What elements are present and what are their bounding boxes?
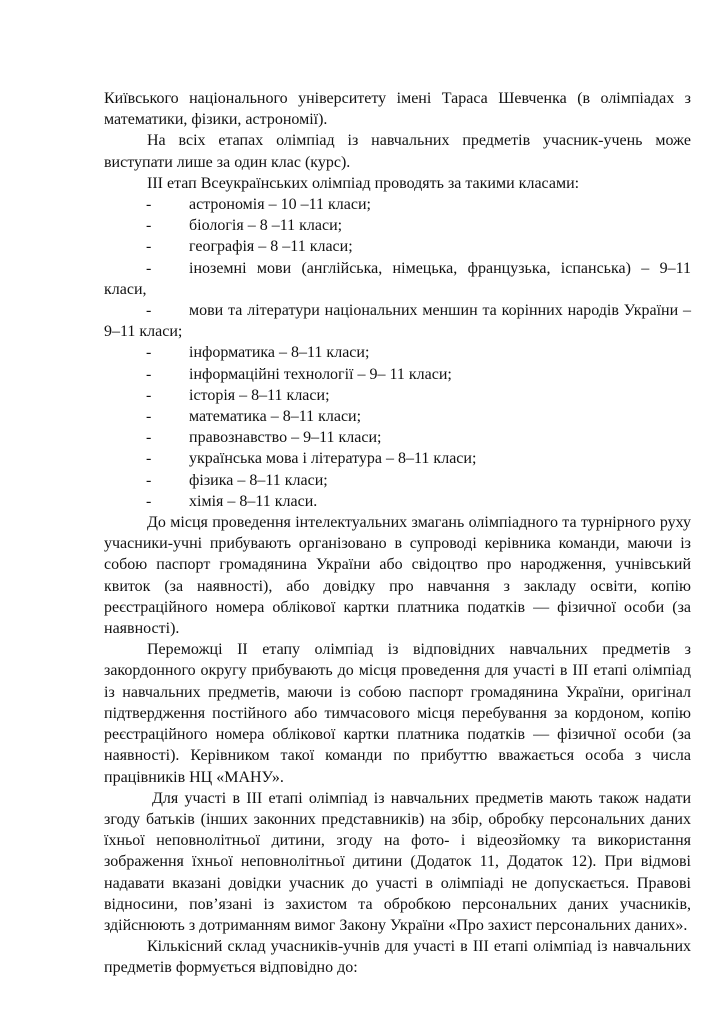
list-item-text: українська мова і література – 8–11 класи; [189, 450, 477, 468]
list-item-text: географія – 8 –11 класи; [189, 238, 353, 256]
list-dash: - [146, 386, 152, 404]
list-item [104, 342, 691, 363]
list-dash: - [146, 217, 152, 235]
list-dash: - [146, 302, 152, 320]
list-item-text: фізика – 8–11 класи; [189, 471, 328, 489]
list-item-text: інформатика – 8–11 класи; [189, 344, 370, 362]
list-item [104, 448, 691, 469]
list-dash: - [146, 492, 152, 510]
list-item-text: іноземні мови (англійська, німецька, французька, іспанська) – 9–11 класи, [104, 259, 691, 298]
paragraph-one-class: На всіх етапах олімпіад із навчальних предметів учасник-учень може виступати лише за один клас (курс). [104, 132, 691, 171]
list-item-text: астрономія – 10 –11 класи; [189, 196, 371, 214]
list-item [104, 406, 691, 427]
paragraph-stage-intro: ІІІ етап Всеукраїнських олімпіад проводять за такими класами: [147, 174, 580, 192]
paragraph-composition: Кількісний склад учасників-учнів для участі в ІІІ етапі олімпіад із навчальних предметів формується відповідно до: [104, 938, 691, 977]
list-item [104, 385, 691, 406]
list-dash: - [146, 450, 152, 468]
list-dash: - [146, 408, 152, 426]
list-item-text: математика – 8–11 класи; [189, 408, 362, 426]
list-dash: - [146, 365, 152, 383]
list-item [104, 194, 691, 215]
list-item-text: біологія – 8 –11 класи; [189, 217, 343, 235]
list-item-text: історія – 8–11 класи; [189, 386, 330, 404]
list-item-text: мови та літератури національних меншин та корінних народів України – 9–11 класи; [104, 302, 691, 341]
list-item [104, 300, 691, 342]
list-dash: - [146, 344, 152, 362]
list-item [104, 236, 691, 257]
list-dash: - [146, 429, 152, 447]
list-item [104, 491, 691, 512]
list-item [104, 258, 691, 300]
list-dash: - [146, 238, 152, 256]
list-item-text: інформаційні технології – 9– 11 класи; [189, 365, 452, 383]
document-page [104, 88, 691, 979]
list-item-text: хімія – 8–11 класи. [189, 492, 318, 510]
list-dash: - [146, 471, 152, 489]
list-item [104, 364, 691, 385]
paragraph-consent: Для участі в ІІІ етапі олімпіад із навчальних предметів мають також надати згоду батьків (інших законних представників) на збір, обробку персональних даних їхньої неповнолітньої дитини, згоду на фото- і відеозйомку та використання зображення їхньої неповнолітньої дитини (Додаток 11, Додаток 12). При відмові надавати вказані довідки учасник до участі в олімпіаді не допускається. Правові відносини, пов’язані із захистом та обробкою персональних даних учасників, здійснюють з дотриманням вимог Закону України «Про захист персональних даних». [104, 789, 691, 934]
paragraph-university: Київського національного університету імені Тараса Шевченка (в олімпіадах з математики, фізики, астрономії). [104, 90, 691, 129]
paragraph-arrival: До місця проведення інтелектуальних змагань олімпіадного та турнірного руху учасники-учні прибувають організовано в супроводі керівника команди, маючи із собою паспорт громадянина України або свідоцтво про народження, учнівський квиток (за наявності), або довідку про навчання з закладу освіти, копію реєстраційного номера облікової картки платника податків — фізичної особи (за наявності). [104, 514, 691, 638]
list-dash: - [146, 196, 152, 214]
list-item-text: правознавство – 9–11 класи; [189, 429, 382, 447]
paragraph-foreign-district: Переможці ІІ етапу олімпіад із відповідних навчальних предметів з закордонного округу прибувають до місця проведення для участі в ІІІ етапі олімпіад із навчальних предметів, маючи із собою паспорт громадянина України, оригінал підтвердження постійного або тимчасового місця перебування за кордоном, копію реєстраційного номера облікової картки платника податків — фізичної особи (за наявності). Керівником такої команди по прибуттю вважається особа з числа працівників НЦ «МАНУ». [104, 641, 691, 786]
list-item [104, 427, 691, 448]
subject-list [104, 194, 691, 512]
list-item [104, 215, 691, 236]
list-dash: - [146, 259, 152, 277]
list-item [104, 470, 691, 491]
